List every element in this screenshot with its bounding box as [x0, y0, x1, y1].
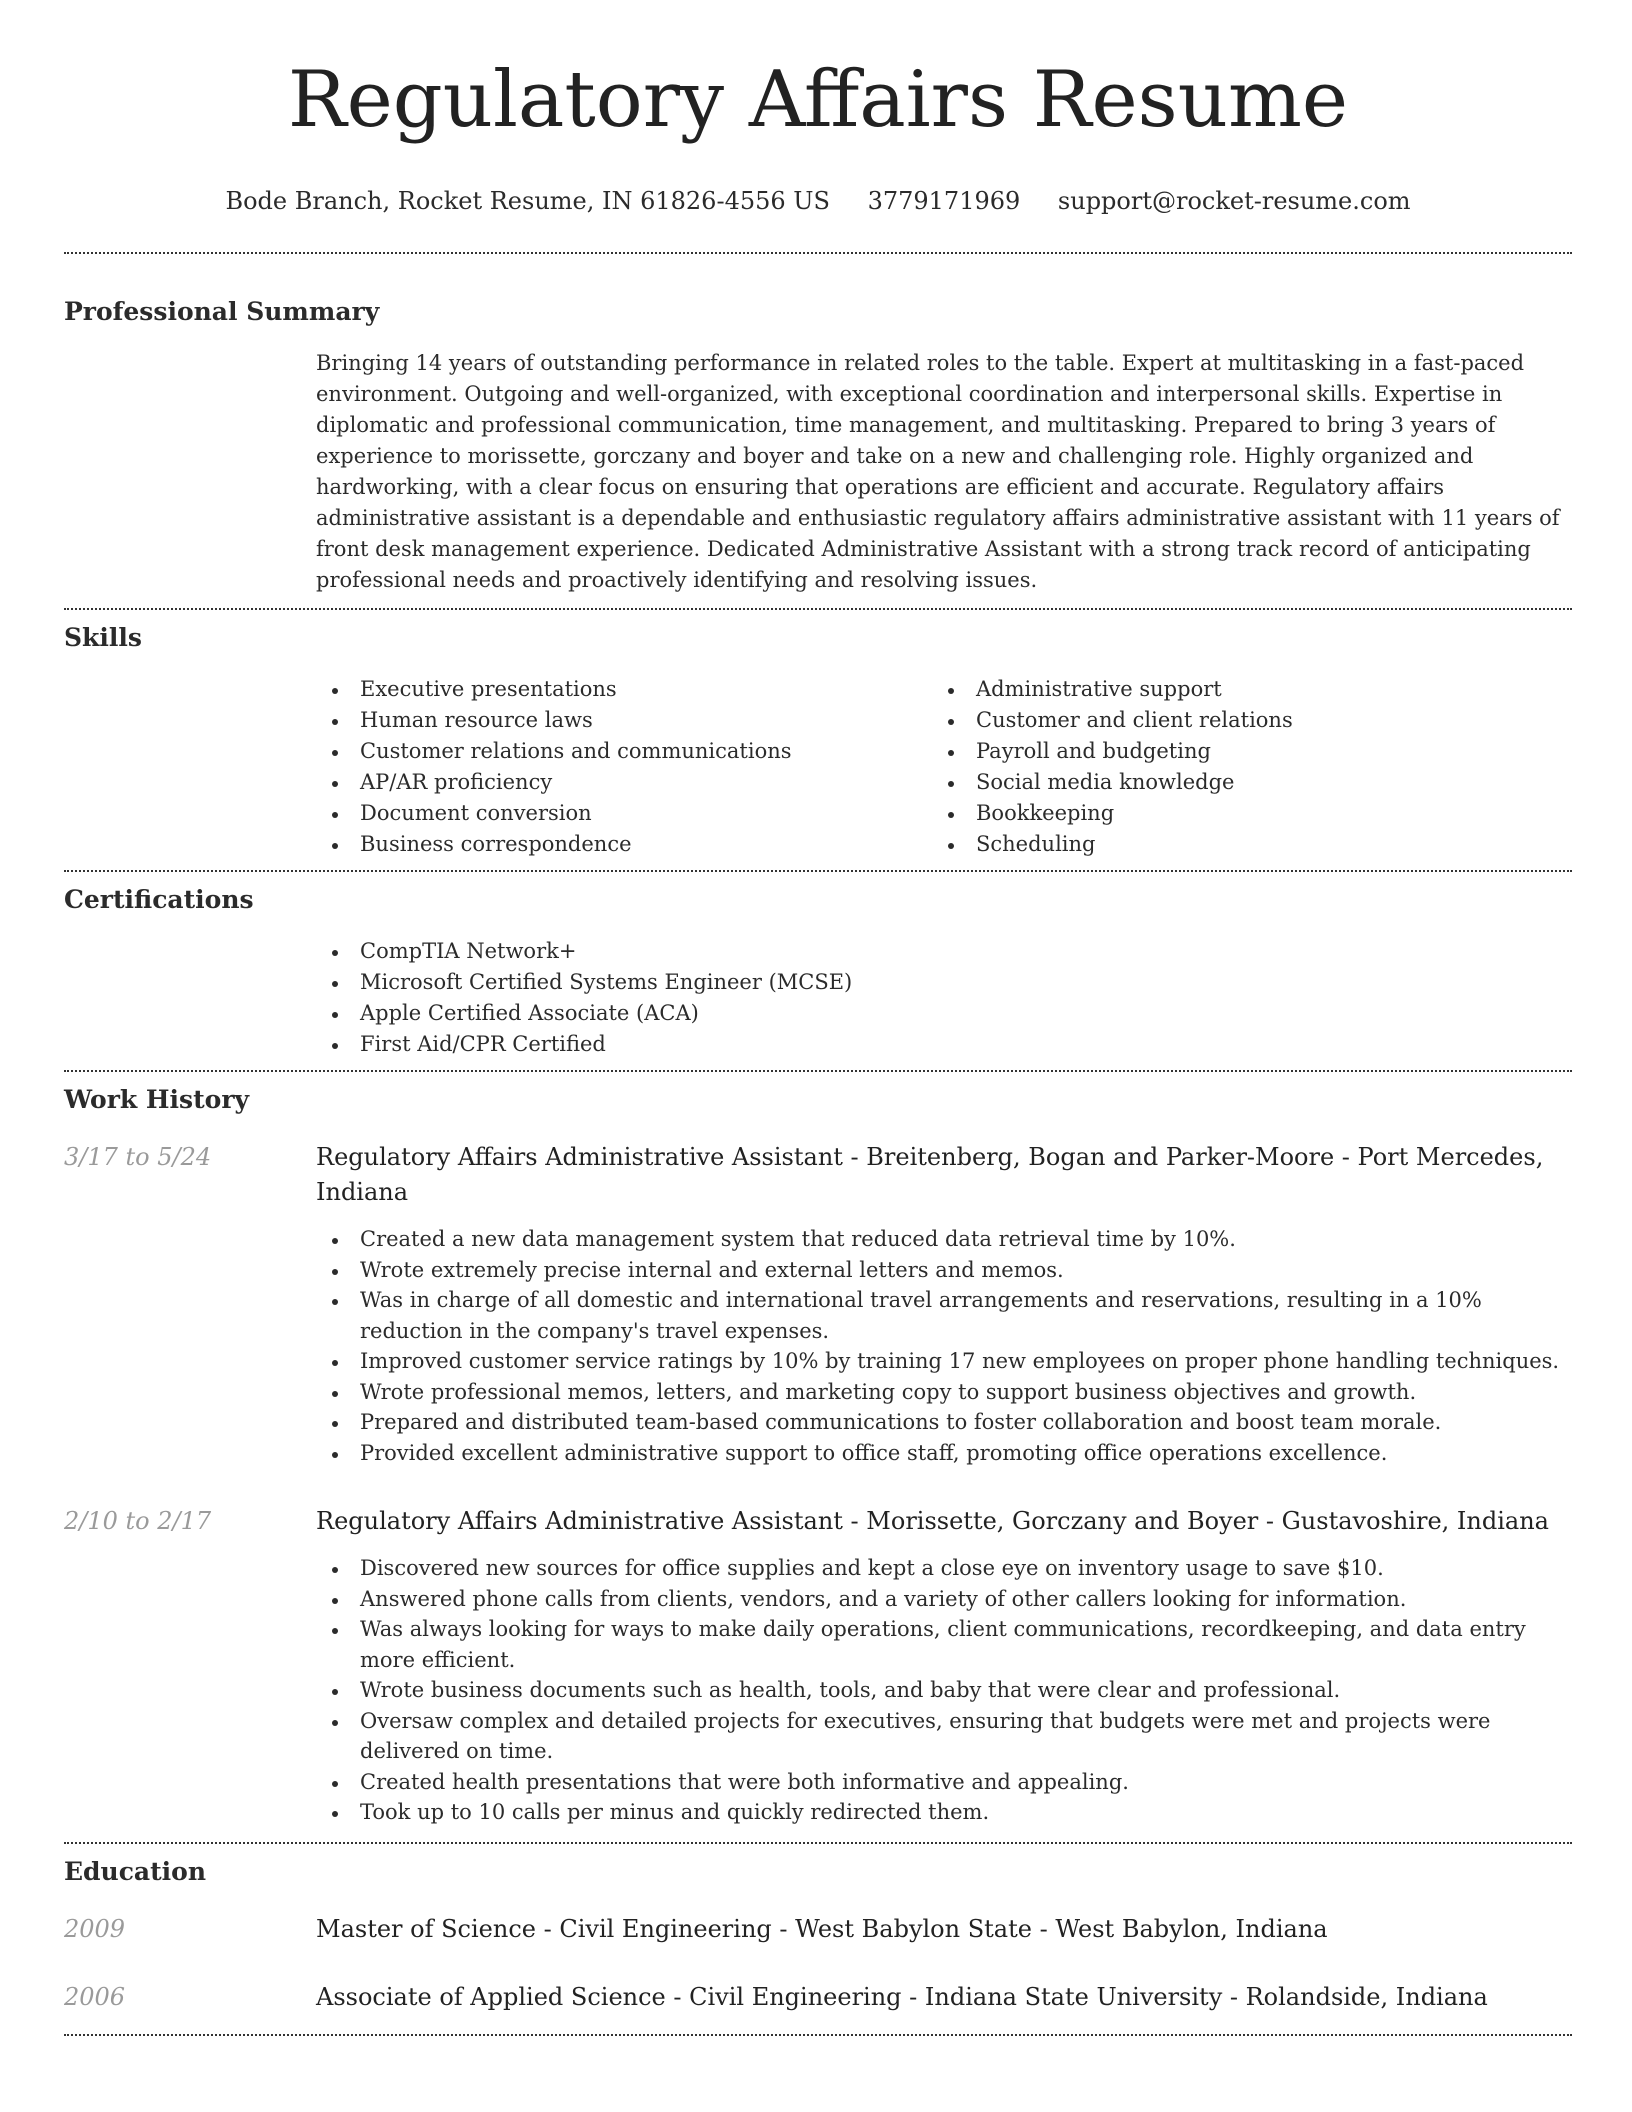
skill-item: Scheduling [932, 829, 1548, 860]
certification-item: Microsoft Certified Systems Engineer (MCSE) [316, 967, 1572, 998]
section-heading-summary: Professional Summary [64, 297, 380, 326]
education-heading: Master of Science - Civil Engineering - West Babylon State - West Babylon, Indiana [316, 1914, 1328, 1943]
resume-page [64, 0, 1572, 2036]
job-bullet: Was in charge of all domestic and international travel arrangements and reservations, resulting in a 10% reduction in the company's travel expenses. [316, 1285, 1572, 1346]
skill-item: Executive presentations [316, 674, 932, 705]
job-bullet: Prepared and distributed team-based communications to foster collaboration and boost team morale. [316, 1407, 1572, 1438]
education-section [64, 1844, 1572, 2034]
skill-item: AP/AR proficiency [316, 767, 932, 798]
skill-item: Administrative support [932, 674, 1548, 705]
contact-address: Bode Branch, Rocket Resume, IN 61826-4556 US [225, 187, 830, 215]
skill-item: Customer relations and communications [316, 736, 932, 767]
education-year: 2009 [64, 1914, 126, 1943]
resume-title: Regulatory Affairs Resume [287, 55, 1349, 145]
job-bullet: Oversaw complex and detailed projects for executives, ensuring that budgets were met and projects were delivered on time. [316, 1706, 1572, 1767]
skill-item: Human resource laws [316, 705, 932, 736]
skill-item: Payroll and budgeting [932, 736, 1548, 767]
job-bullet: Wrote business documents such as health, tools, and baby that were clear and professional. [316, 1675, 1572, 1706]
job-body [316, 1504, 1572, 1828]
skill-item: Document conversion [316, 798, 932, 829]
skill-item: Business correspondence [316, 829, 932, 860]
skill-item: Bookkeeping [932, 798, 1548, 829]
job-bullet: Wrote professional memos, letters, and marketing copy to support business objectives and growth. [316, 1377, 1572, 1408]
education-entry [64, 1980, 1572, 2014]
job-bullets [316, 1224, 1572, 1468]
skill-item: Social media knowledge [932, 767, 1548, 798]
job-heading: Regulatory Affairs Administrative Assistant - Breitenberg, Bogan and Parker-Moore - Port Mercedes, Indiana [316, 1143, 1544, 1206]
job-entry [64, 1140, 1572, 1468]
job-bullets [316, 1553, 1572, 1828]
summary-text: Bringing 14 years of outstanding performance in related roles to the table. Expert at multitasking in a fast-paced environment. Outgoing and well-organized, with exceptional coordination and interpersonal skills. Expertise in diplomatic and professional communication, time management, and multitasking. Prepared to bring 3 years of experience to morissette, gorczany and boyer and take on a new and challenging role. Highly organized and hardworking, with a clear focus on ensuring that operations are efficient and accurate. Regulatory affairs administrative assistant is a dependable and enthusiastic regulatory affairs administrative assistant with 11 years of front desk management experience. Dedicated Administrative Assistant with a strong track record of anticipating professional needs and proactively identifying and resolving issues. [316, 351, 1560, 592]
section-heading-work-history: Work History [64, 1085, 250, 1114]
contact-email: support@rocket-resume.com [1057, 187, 1411, 215]
certifications-section [64, 872, 1572, 1070]
certification-item: Apple Certified Associate (ACA) [316, 998, 1572, 1029]
contact-line [64, 186, 1572, 216]
job-bullet: Took up to 10 calls per minus and quickly redirected them. [316, 1797, 1572, 1828]
divider [64, 2034, 1572, 2036]
certification-item: First Aid/CPR Certified [316, 1029, 1572, 1060]
certifications-list [316, 936, 1572, 1070]
section-heading-education: Education [64, 1856, 207, 1886]
job-bullet: Was always looking for ways to make daily operations, client communications, recordkeeping, and data entry more efficient. [316, 1614, 1572, 1675]
contact-phone: 3779171969 [867, 187, 1021, 215]
skills-left-list [316, 674, 932, 860]
job-entry [64, 1504, 1572, 1828]
work-history-section [64, 1072, 1572, 1842]
job-dates: 2/10 to 2/17 [64, 1507, 212, 1535]
skills-section [64, 610, 1572, 870]
education-year: 2006 [64, 1982, 126, 2011]
section-heading-skills: Skills [64, 623, 142, 652]
education-heading: Associate of Applied Science - Civil Engineering - Indiana State University - Rolandside, Indiana [316, 1982, 1488, 2011]
skills-right-list [932, 674, 1548, 860]
summary-section [64, 254, 1572, 608]
section-heading-certifications: Certifications [64, 885, 254, 914]
job-body [316, 1140, 1572, 1468]
job-bullet: Answered phone calls from clients, vendors, and a variety of other callers looking for information. [316, 1584, 1572, 1615]
job-bullet: Discovered new sources for office supplies and kept a close eye on inventory usage to save $10. [316, 1553, 1572, 1584]
job-bullet: Wrote extremely precise internal and external letters and memos. [316, 1255, 1572, 1286]
job-bullet: Created health presentations that were both informative and appealing. [316, 1767, 1572, 1798]
job-bullet: Created a new data management system that reduced data retrieval time by 10%. [316, 1224, 1572, 1255]
job-dates: 3/17 to 5/24 [64, 1143, 212, 1171]
education-entry [64, 1912, 1572, 1946]
certification-item: CompTIA Network+ [316, 936, 1572, 967]
job-bullet: Improved customer service ratings by 10% by training 17 new employees on proper phone handling techniques. [316, 1346, 1572, 1377]
job-heading: Regulatory Affairs Administrative Assistant - Morissette, Gorczany and Boyer - Gustavoshire, Indiana [316, 1507, 1549, 1535]
skills-columns [316, 674, 1572, 870]
skill-item: Customer and client relations [932, 705, 1548, 736]
job-bullet: Provided excellent administrative support to office staff, promoting office operations excellence. [316, 1438, 1572, 1469]
